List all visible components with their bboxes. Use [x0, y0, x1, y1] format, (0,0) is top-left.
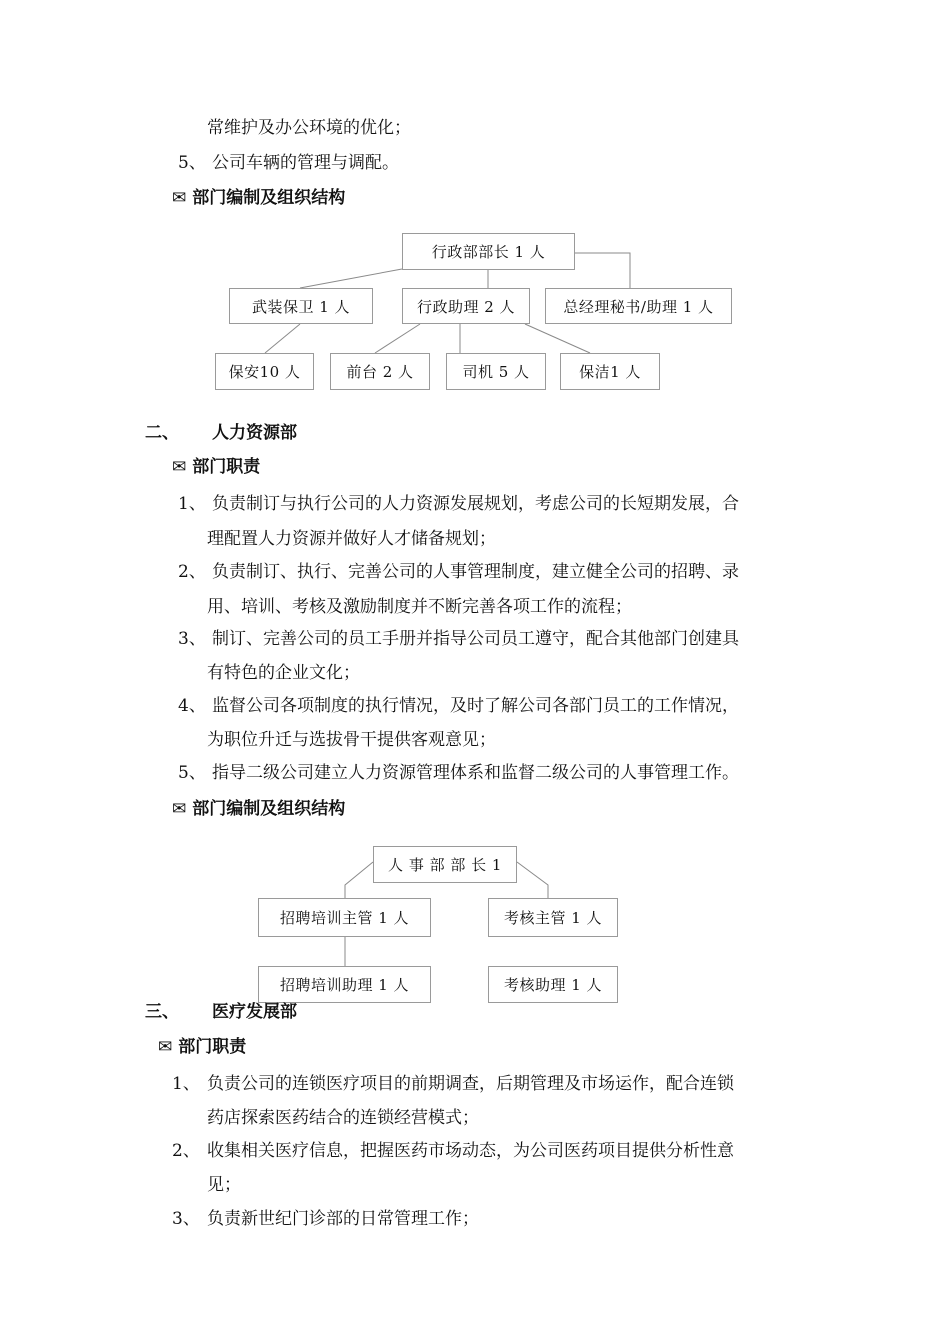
list-item-text-cont: 用、培训、考核及激励制度并不断完善各项工作的流程； — [207, 597, 632, 617]
list-item-text: 收集相关医疗信息，把握医药市场动态，为公司医药项目提供分析性意 — [207, 1141, 734, 1161]
list-item-text-cont: 理配置人力资源并做好人才储备规划； — [207, 529, 496, 549]
envelope-icon: ✉ — [158, 1037, 173, 1057]
org-box-assessment-assistant: 考核助理 1 人 — [488, 966, 618, 1003]
list-item-text-cont: 有特色的企业文化； — [207, 663, 360, 683]
org-box-hr-head: 人 事 部 部 长 1 — [373, 846, 517, 883]
envelope-icon: ✉ — [172, 799, 187, 819]
org-heading-text: 部门编制及组织结构 — [192, 188, 346, 208]
list-item-text: 监督公司各项制度的执行情况，及时了解公司各部门员工的工作情况， — [212, 696, 739, 716]
duty-heading-text: 部门职责 — [178, 1037, 247, 1057]
list-item-text: 负责制订与执行公司的人力资源发展规划，考虑公司的长短期发展，合 — [212, 494, 739, 514]
envelope-icon: ✉ — [172, 188, 187, 208]
list-number: 5、 — [178, 153, 206, 173]
list-item-text-cont: 为职位升迁与选拔骨干提供客观意见； — [207, 730, 496, 750]
list-item-text: 制订、完善公司的员工手册并指导公司员工遵守，配合其他部门创建具 — [212, 629, 739, 649]
org-box-admin-head: 行政部部长 1 人 — [402, 233, 575, 270]
list-number: 2、 — [172, 1141, 200, 1161]
list-item-text: 指导二级公司建立人力资源管理体系和监督二级公司的人事管理工作。 — [212, 763, 739, 783]
list-item-text: 公司车辆的管理与调配。 — [212, 153, 399, 173]
list-number: 1、 — [172, 1074, 200, 1094]
section-title: 人力资源部 — [212, 423, 297, 443]
duty-heading-text: 部门职责 — [192, 457, 261, 477]
org-heading — [172, 798, 345, 820]
org-box-security: 保安10 人 — [215, 353, 314, 390]
org-box-security-guard: 武装保卫 1 人 — [229, 288, 373, 324]
org-box-recruit-assistant: 招聘培训助理 1 人 — [258, 966, 431, 1003]
org-box-assessment-supervisor: 考核主管 1 人 — [488, 898, 618, 937]
list-item-text: 负责公司的连锁医疗项目的前期调查，后期管理及市场运作，配合连锁 — [207, 1074, 734, 1094]
list-number: 2、 — [178, 562, 206, 582]
org-box-driver: 司机 5 人 — [446, 353, 546, 390]
list-item-text-cont: 见； — [207, 1175, 241, 1195]
list-number: 4、 — [178, 696, 206, 716]
list-number: 5、 — [178, 763, 206, 783]
duty-heading — [172, 456, 260, 478]
org-box-gm-secretary: 总经理秘书/助理 1 人 — [545, 288, 732, 324]
list-number: 3、 — [172, 1209, 200, 1229]
org-box-recruit-supervisor: 招聘培训主管 1 人 — [258, 898, 431, 937]
org-box-cleaner: 保洁1 人 — [560, 353, 660, 390]
list-number: 3、 — [178, 629, 206, 649]
envelope-icon: ✉ — [172, 457, 187, 477]
list-item-text-cont: 药店探索医药结合的连锁经营模式； — [207, 1108, 479, 1128]
section-title: 医疗发展部 — [212, 1002, 297, 1022]
org-box-reception: 前台 2 人 — [330, 353, 430, 390]
org-box-admin-assistant: 行政助理 2 人 — [402, 288, 530, 324]
section-number: 三、 — [145, 1002, 179, 1022]
org-heading-text: 部门编制及组织结构 — [192, 799, 346, 819]
list-number: 1、 — [178, 494, 206, 514]
paragraph-continuation: 常维护及办公环境的优化； — [207, 118, 411, 138]
section-number: 二、 — [145, 423, 179, 443]
list-item-text: 负责新世纪门诊部的日常管理工作； — [207, 1209, 479, 1229]
list-item-text: 负责制订、执行、完善公司的人事管理制度，建立健全公司的招聘、录 — [212, 562, 739, 582]
duty-heading — [158, 1036, 246, 1058]
